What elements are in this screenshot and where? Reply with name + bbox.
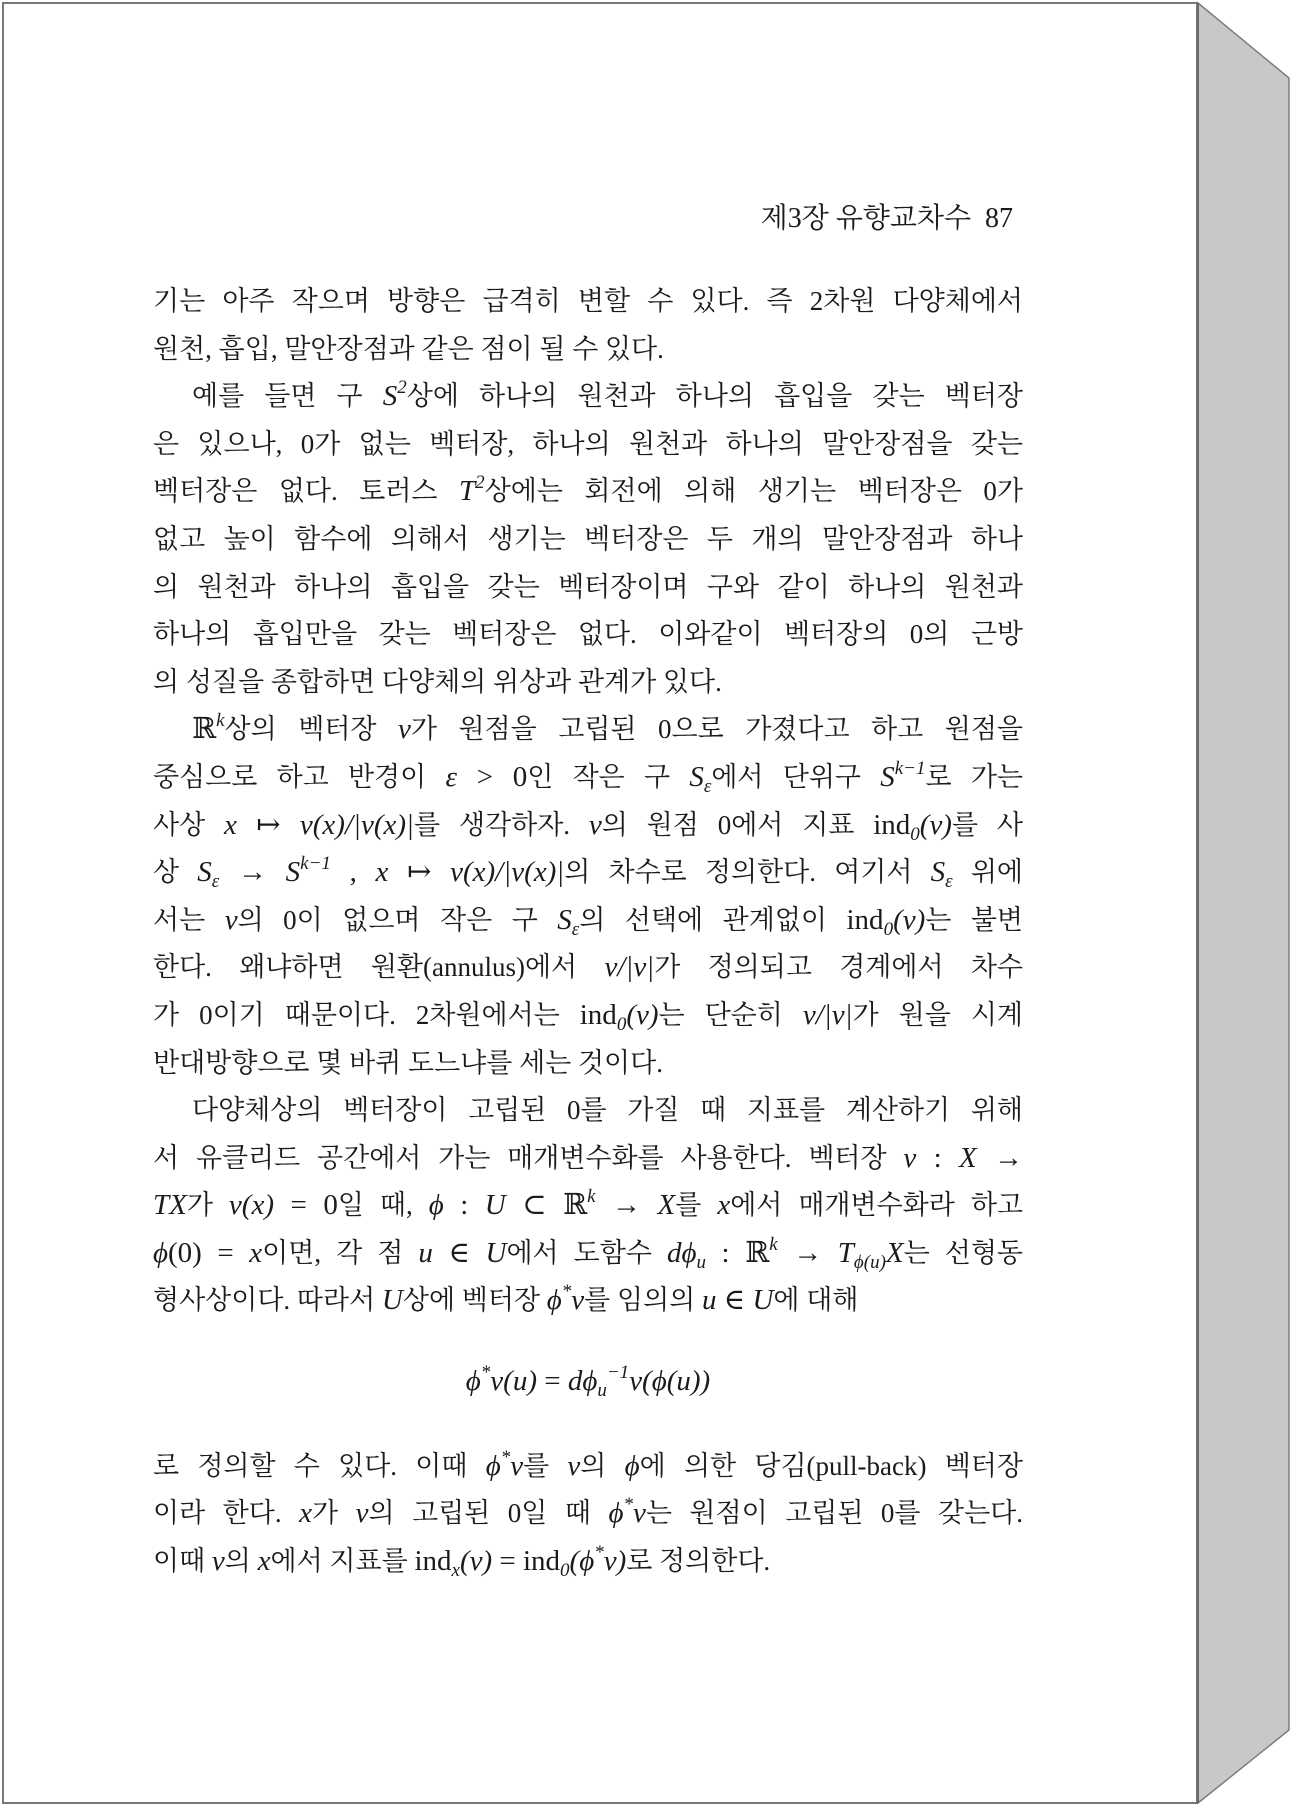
- text-line: [153, 1277, 1023, 1325]
- subscript: ε: [571, 918, 580, 940]
- math-run: v/|v|: [802, 998, 853, 1031]
- superscript: k−1: [894, 757, 926, 779]
- text-run: 로 정의한다.: [626, 1545, 771, 1576]
- text-run: 가 정의되고 경계에서 차수: [654, 952, 1023, 983]
- text-run: 기는 아주 작으며 방향은 급격히 변할 수 있다. 즉 2차원 다양체에서: [153, 286, 1023, 316]
- text-line: [153, 849, 1023, 897]
- text-run: 의 원점 0에서 지표: [601, 809, 874, 840]
- math-upright-run: ℝ: [192, 713, 217, 746]
- math-run: (ϕ: [569, 1544, 595, 1577]
- math-run: X: [885, 1236, 904, 1269]
- math-run: U: [381, 1284, 403, 1317]
- superscript: *: [594, 1541, 604, 1563]
- text-run: 에서 단위구: [711, 761, 881, 792]
- page-number: 87: [985, 203, 1013, 234]
- superscript: −1: [606, 1362, 630, 1384]
- math-run: v(x): [228, 1189, 274, 1222]
- text-line: [153, 516, 1023, 564]
- subscript: 0: [883, 918, 894, 940]
- subscript: ϕ(u): [853, 1251, 886, 1273]
- subscript: 0: [910, 823, 920, 845]
- math-upright-run: →: [976, 1141, 1023, 1174]
- math-run: v(ϕ(u)): [629, 1365, 711, 1398]
- math-run: v: [567, 1449, 581, 1482]
- math-run: v: [211, 1544, 225, 1577]
- text-run: 일 때,: [337, 1190, 429, 1221]
- math-run: x: [249, 1236, 263, 1269]
- text-run: 가 원을 시계: [852, 999, 1023, 1030]
- math-run: ϕ: [608, 1497, 624, 1530]
- text-run: 상에는 회전에 의해 생기는 벡터장은 0가: [484, 476, 1023, 507]
- display-equation: [153, 1358, 1023, 1406]
- math-upright-run: ∈: [432, 1236, 486, 1269]
- text-line: [153, 468, 1023, 516]
- text-run: 상: [153, 857, 198, 888]
- math-upright-run: ⊂ ℝ: [505, 1189, 588, 1222]
- math-run: (v): [893, 903, 926, 936]
- math-run: v: [632, 1497, 646, 1530]
- text-run: 위에: [952, 857, 1023, 888]
- text-run: 중심으로 하고 반경이: [153, 761, 446, 792]
- text-run: 의 차수로 정의한다. 여기서: [564, 857, 931, 888]
- math-upright-run: =: [536, 1365, 568, 1398]
- text-run: 서 유클리드 공간에서 가는 매개변수화를 사용한다. 벡터장: [153, 1142, 904, 1173]
- math-run: ϕ: [153, 1236, 169, 1269]
- paragraph: [153, 1087, 1023, 1325]
- math-upright-run: (0) =: [168, 1236, 250, 1269]
- subscript: u: [597, 1380, 607, 1402]
- math-run: x: [224, 808, 237, 841]
- math-run: v: [588, 808, 602, 841]
- math-run: (v): [626, 998, 659, 1031]
- superscript: k: [216, 710, 225, 732]
- math-run: S: [689, 760, 704, 793]
- text-run: 이라 한다.: [153, 1498, 300, 1529]
- math-run: v: [903, 1141, 917, 1174]
- math-upright-run: ind: [846, 903, 884, 936]
- math-run: x: [717, 1189, 731, 1222]
- text-run: 이때: [153, 1545, 212, 1576]
- text-line: [153, 897, 1023, 945]
- math-upright-run: = ind: [492, 1544, 561, 1577]
- math-run: ϕ: [546, 1284, 562, 1317]
- math-run: ϕ: [485, 1449, 501, 1482]
- text-run: 반대방향으로 몇 바퀴 도느냐를 세는 것이다.: [153, 1047, 663, 1078]
- superscript: *: [480, 1362, 491, 1384]
- math-upright-run: > 0: [456, 760, 528, 793]
- text-line: [153, 1443, 1023, 1491]
- text-run: 에 의한 당김(pull-back) 벡터장: [639, 1450, 1023, 1481]
- text-run: 하나의 흡입만을 갖는 벡터장은 없다. 이와같이 벡터장의 0의 근방: [153, 619, 1023, 650]
- text-run: 다양체상의 벡터장이 고립된 0를 가질 때 지표를 계산하기 위해: [192, 1095, 1023, 1126]
- math-run: u: [702, 1284, 717, 1317]
- text-run: 로 가는: [925, 761, 1023, 792]
- subscript: ε: [703, 775, 712, 797]
- paragraph: [153, 373, 1023, 706]
- math-run: x: [299, 1497, 312, 1530]
- text-run: 은 있으나, 0가 없는 벡터장, 하나의 원천과 하나의 말안장점을 갖는: [153, 428, 1023, 459]
- text-line: [153, 278, 1023, 326]
- text-run: 상에 하나의 원천과 하나의 흡입을 갖는 벡터장: [406, 381, 1023, 412]
- text-run: 사상: [153, 809, 225, 840]
- subscript: ε: [211, 871, 220, 893]
- superscript: 2: [397, 377, 407, 399]
- math-run: v/|v|: [604, 951, 655, 984]
- subscript: 0: [616, 1013, 627, 1035]
- text-run: 상에 벡터장: [402, 1285, 547, 1316]
- math-upright-run: ,: [330, 856, 376, 889]
- superscript: 2: [475, 472, 485, 494]
- text-line: [153, 1135, 1023, 1183]
- math-upright-run: :: [443, 1189, 485, 1222]
- text-run: 는 원점이 고립된 0를 갖는다.: [645, 1498, 1023, 1529]
- math-run: v(x)/|v(x)|: [299, 808, 415, 841]
- math-upright-run: : ℝ: [705, 1236, 770, 1269]
- text-line: [153, 659, 1023, 707]
- book-spine-edge: [1197, 0, 1291, 1806]
- math-upright-run: →: [219, 856, 286, 889]
- text-run: 의: [224, 1545, 258, 1576]
- math-upright-run: ind: [414, 1544, 452, 1577]
- text-line: [153, 373, 1023, 421]
- text-line: [153, 706, 1023, 754]
- math-run: S: [930, 856, 946, 889]
- text-run: 인 작은 구: [527, 761, 690, 792]
- subscript: ε: [945, 871, 953, 893]
- math-upright-run: ind: [579, 998, 617, 1031]
- text-line: [153, 1538, 1023, 1586]
- text-run: 없고 높이 함수에 의해서 생기는 벡터장은 두 개의 말안장점과 하나: [153, 523, 1023, 554]
- math-upright-run: :: [916, 1141, 959, 1174]
- math-run: S: [382, 380, 398, 413]
- text-run: 형사상이다. 따라서: [153, 1285, 382, 1316]
- math-upright-run: →: [595, 1189, 658, 1222]
- text-run: 는 단순히: [658, 999, 803, 1030]
- text-run: 를 생각하자.: [414, 809, 589, 840]
- text-run: 에 대해: [773, 1285, 859, 1316]
- math-run: X: [657, 1189, 676, 1222]
- text-run: 서는: [153, 904, 225, 935]
- body-text: [153, 278, 1023, 1585]
- text-run: 의: [580, 1450, 625, 1481]
- math-run: S: [285, 856, 301, 889]
- text-run: 를 사: [951, 809, 1023, 840]
- math-run: ε: [445, 760, 457, 793]
- text-line: [153, 1087, 1023, 1135]
- math-run: T: [837, 1236, 854, 1269]
- math-run: x: [257, 1544, 271, 1577]
- text-run: 는 선형동: [903, 1237, 1023, 1268]
- text-line: [153, 611, 1023, 659]
- math-upright-run: = 0: [273, 1189, 338, 1222]
- text-run: 가: [311, 1498, 356, 1529]
- text-line: [153, 1040, 1023, 1088]
- text-run: 의 선택에 관계없이: [579, 904, 847, 935]
- subscript: u: [696, 1251, 706, 1273]
- text-run: 로 정의할 수 있다. 이때: [153, 1450, 486, 1481]
- text-run: 예를 들면 구: [192, 381, 383, 412]
- math-run: v(u): [490, 1365, 537, 1398]
- text-run: 의 0이 없으며 작은 구: [237, 904, 558, 935]
- math-upright-run: ∈: [716, 1284, 753, 1317]
- text-run: 의 원천과 하나의 흡입을 갖는 벡터장이며 구와 같이 하나의 원천과: [153, 571, 1023, 602]
- math-run: v: [224, 903, 238, 936]
- text-run: 에서 매개변수화라 하고: [730, 1190, 1023, 1221]
- text-run: 벡터장은 없다. 토러스: [153, 476, 460, 507]
- text-run: 원천, 흡입, 말안장점과 같은 점이 될 수 있다.: [153, 333, 664, 364]
- math-run: v: [355, 1497, 369, 1530]
- superscript: *: [561, 1281, 572, 1303]
- text-run: 의 고립된 0일 때: [368, 1498, 609, 1529]
- paragraph: [153, 1443, 1023, 1586]
- superscript: k: [769, 1233, 778, 1255]
- text-line: [153, 421, 1023, 469]
- math-run: (v): [919, 808, 952, 841]
- text-run: 가 0이기 때문이다. 2차원에서는: [153, 999, 580, 1030]
- text-line: [153, 326, 1023, 374]
- paragraph: [153, 706, 1023, 1087]
- text-run: 를: [675, 1190, 718, 1221]
- text-run: 이면, 각 점: [262, 1237, 419, 1268]
- math-run: ϕ: [624, 1449, 640, 1482]
- math-run: S: [197, 856, 212, 889]
- superscript: *: [623, 1494, 633, 1516]
- superscript: *: [500, 1446, 511, 1468]
- subscript: x: [451, 1559, 460, 1581]
- text-run: 가 원점을 고립된 0으로 가졌다고 하고 원점을: [410, 714, 1023, 745]
- text-run: 에서 지표를: [270, 1545, 415, 1576]
- chapter-title: 제3장 유향교차수: [760, 203, 971, 234]
- text-run: 에서 도함수: [506, 1237, 667, 1268]
- text-run: 상의 벡터장: [224, 714, 398, 745]
- math-run: x: [375, 856, 389, 889]
- math-run: v: [571, 1284, 585, 1317]
- text-run: 의 성질을 종합하면 다양체의 위상과 관계가 있다.: [153, 666, 722, 697]
- text-line: [153, 944, 1023, 992]
- text-run: 한다. 왜냐하면 원환(annulus)에서: [153, 952, 605, 983]
- text-run: 는 불변: [925, 904, 1023, 935]
- math-run: X: [958, 1141, 977, 1174]
- math-run: v): [603, 1544, 627, 1577]
- text-run: 를: [523, 1450, 568, 1481]
- math-run: U: [484, 1189, 506, 1222]
- text-run: 를 임의의: [584, 1285, 702, 1316]
- book-page: [2, 2, 1198, 1804]
- text-line: [153, 802, 1023, 850]
- math-run: T: [459, 475, 476, 508]
- text-line: [153, 992, 1023, 1040]
- math-run: U: [752, 1284, 774, 1317]
- text-line: [153, 1230, 1023, 1278]
- text-line: [153, 754, 1023, 802]
- math-run: u: [418, 1236, 433, 1269]
- subscript: 0: [560, 1559, 570, 1581]
- running-head: [761, 197, 1013, 241]
- math-run: dϕ: [666, 1236, 697, 1269]
- math-upright-run: →: [777, 1236, 838, 1269]
- math-run: ϕ: [428, 1189, 444, 1222]
- math-run: S: [880, 760, 895, 793]
- text-line: [153, 1182, 1023, 1230]
- math-run: TX: [153, 1189, 187, 1222]
- superscript: k: [587, 1186, 596, 1208]
- math-run: U: [485, 1236, 507, 1269]
- math-upright-run: ind: [873, 808, 911, 841]
- math-run: S: [557, 903, 572, 936]
- paragraph: [153, 278, 1023, 373]
- text-run: 가: [186, 1190, 229, 1221]
- text-line: [153, 1490, 1023, 1538]
- text-line: [153, 564, 1023, 612]
- math-run: v: [398, 713, 411, 746]
- math-run: dϕ: [567, 1365, 598, 1398]
- math-run: v(x)/|v(x)|: [450, 856, 565, 889]
- math-run: (v): [459, 1544, 493, 1577]
- superscript: k−1: [300, 853, 331, 875]
- math-upright-run: ↦: [236, 808, 300, 841]
- math-run: v: [510, 1449, 524, 1482]
- math-run: ϕ: [465, 1365, 481, 1398]
- math-upright-run: ↦: [388, 856, 451, 889]
